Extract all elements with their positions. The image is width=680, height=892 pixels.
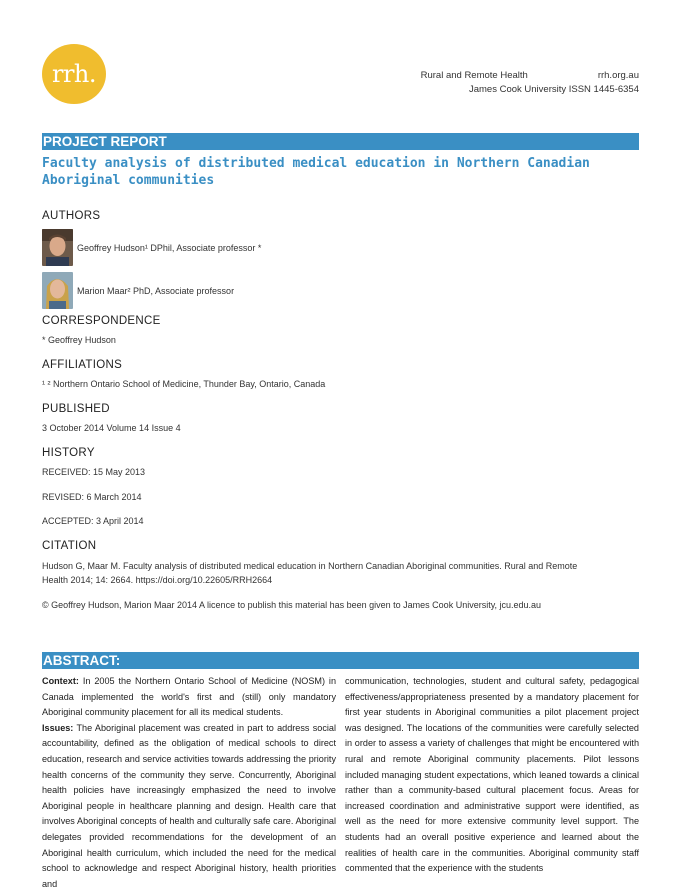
project-report-banner: PROJECT REPORT [42, 133, 639, 150]
history-heading: HISTORY [42, 447, 95, 459]
abstract-banner: ABSTRACT: [42, 652, 639, 669]
abstract-column-right [345, 674, 639, 877]
history-revised: REVISED: 6 March 2014 [42, 492, 142, 502]
abstract-col2-text: communication, technologies, student and cultural safety, pedagogical effectiveness/appropriateness presented by a mandatory placement for first year students in Aboriginal communities a pilot placement project was designed. The locations of the communities were carefully selected in order to assess a variety of challenges that might be encountered with rural and remote Aboriginal community placements. Pilot lessons included managing student expectations, which leaned towards a clinical rather than a community-based cultural placement focus. Areas for increased coordination and administrative support were identified, as well as the need for more extensive community level support. The students had an overall positive experience and learned about the realities of health care in the communities. Aboriginal community staff commented that the experience with the students [345, 676, 639, 874]
author-photo [42, 272, 73, 309]
journal-name: Rural and Remote Health [420, 70, 528, 81]
journal-publisher: James Cook University ISSN 1445-6354 [468, 84, 639, 95]
author-name: Marion Maar² PhD, Associate professor [77, 285, 235, 296]
published-heading: PUBLISHED [42, 403, 110, 415]
journal-info [421, 69, 639, 97]
history-accepted: ACCEPTED: 3 April 2014 [42, 516, 144, 526]
author-row [42, 229, 261, 266]
affiliations-text: ¹ ² Northern Ontario School of Medicine, Thunder Bay, Ontario, Canada [42, 379, 326, 389]
author-name: Geoffrey Hudson¹ DPhil, Associate professor * [77, 242, 262, 253]
history-received: RECEIVED: 15 May 2013 [42, 467, 146, 477]
citation-heading: CITATION [42, 540, 97, 552]
correspondence-heading: CORRESPONDENCE [42, 315, 161, 327]
journal-logo [42, 44, 106, 104]
logo-text: rrh. [51, 60, 97, 88]
affiliations-heading: AFFILIATIONS [42, 359, 123, 371]
correspondence-text: * Geoffrey Hudson [42, 335, 116, 345]
context-text: In 2005 the Northern Ontario School of Medicine (NOSM) in Canada implemented the world's first and (still) only mandatory Aboriginal community placement for all its medical students. [42, 676, 337, 718]
citation-line: Hudson G, Maar M. Faculty analysis of distributed medical education in Northern Canadian Aboriginal communities. Rural and Remote [42, 561, 578, 571]
authors-heading: AUTHORS [42, 210, 101, 222]
issues-text: The Aboriginal placement was created in part to address social accountability, defined as the obligation of medical schools to direct education, research and service activities towards addressing the priority health concerns of the community they serve. Concurrently, Aboriginal health policies have increasingly emphasized the need to involve Aboriginal people in healthcare planning and design. Health care that involves Aboriginal concepts of health and culturally safe care. Aboriginal delegates provided recommendations for the development of an Aboriginal health curriculum, which included the need for the medical school to acknowledge and respect Aboriginal history, health priorities and [42, 722, 336, 889]
context-label: Context: [42, 676, 79, 686]
author-row [42, 272, 234, 309]
article-title: Faculty analysis of distributed medical education in Northern Canadian Aboriginal communities [42, 156, 590, 188]
journal-site[interactable]: rrh.org.au [597, 70, 639, 81]
issues-label: Issues: [42, 722, 74, 733]
abstract-column-left [42, 674, 336, 892]
copyright-text: © Geoffrey Hudson, Marion Maar 2014 A licence to publish this material has been given to James Cook University, jcu.edu.au [42, 600, 542, 610]
published-text: 3 October 2014 Volume 14 Issue 4 [42, 423, 181, 433]
citation-line[interactable]: Health 2014; 14: 2664. https://doi.org/10.22605/RRH2664 [42, 575, 273, 585]
author-photo [42, 229, 73, 266]
